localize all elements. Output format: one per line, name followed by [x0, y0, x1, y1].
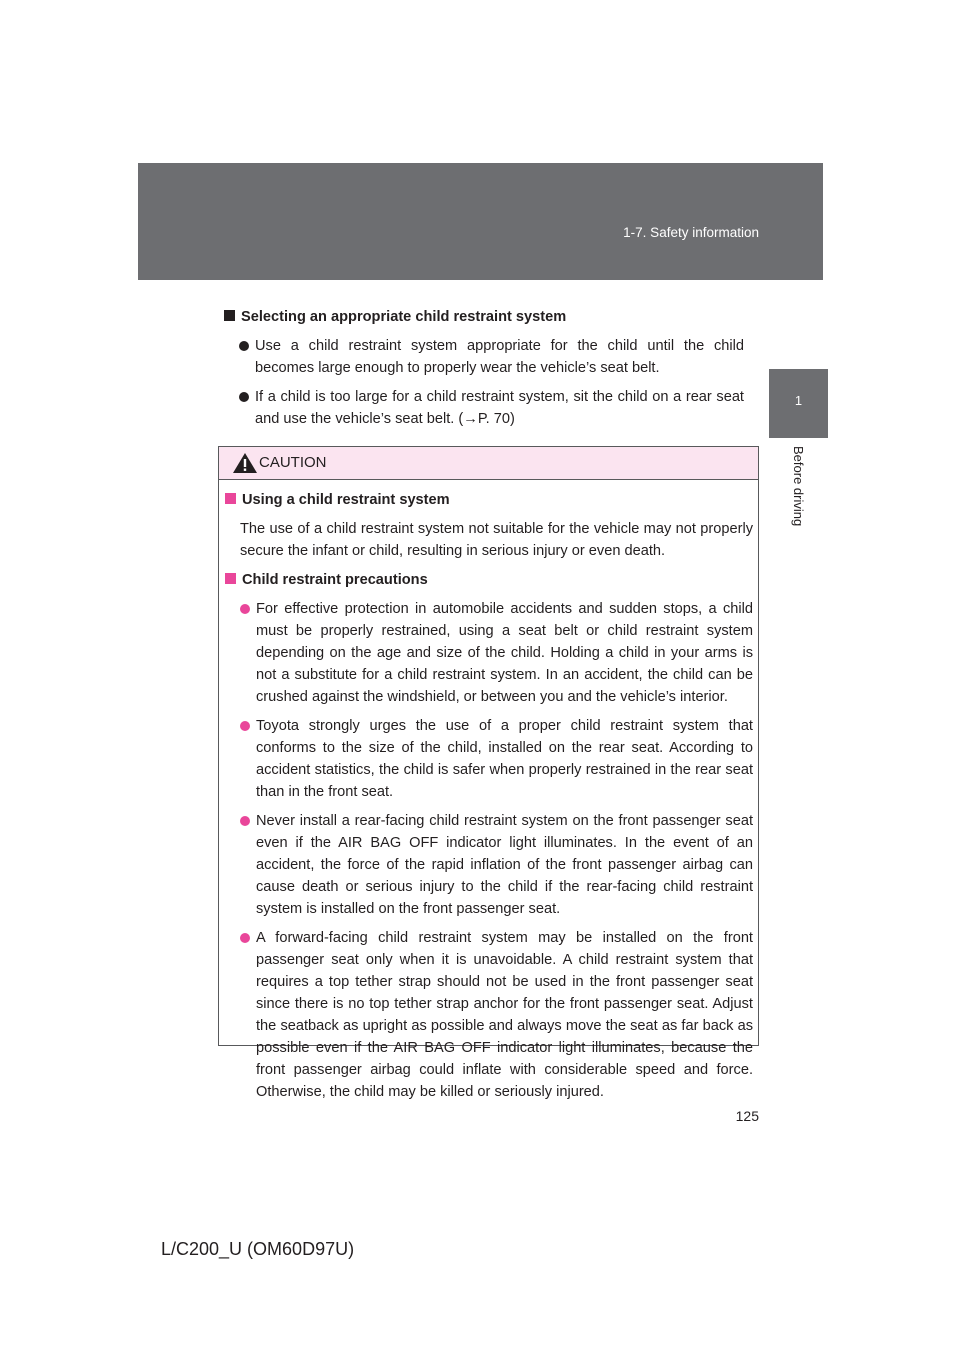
document-code: L/C200_U (OM60D97U): [161, 1239, 355, 1259]
caution-paragraph: The use of a child restraint system not suitable for the vehicle may not properly secure the infant or child, resulting in serious injury or even death.: [240, 521, 753, 559]
square-bullet-icon: [224, 310, 235, 321]
intro-bullet-text: If a child is too large for a child restraint system, sit the child on a rear seat and use the vehicle’s seat belt. (→P. 70): [255, 389, 744, 427]
chapter-tab: [769, 369, 828, 438]
intro-bullet: [239, 335, 744, 379]
caution-heading: [225, 569, 753, 591]
chapter-number: 1: [794, 393, 803, 408]
caution-heading: [225, 489, 753, 511]
caution-header: [219, 447, 758, 480]
caution-heading-text: Child restraint precautions: [242, 572, 428, 588]
caution-bullet: [240, 810, 753, 920]
caution-bullet-text: Toyota strongly urges the use of a proper child restraint system that conforms to the size of the child, installed on the rear seat. According to accident statistics, the child is safer when properly restrained in the rear seat than in the front seat.: [256, 718, 753, 800]
caution-heading-text: Using a child restraint system: [242, 492, 450, 508]
intro-heading: [224, 306, 744, 328]
intro-section: [224, 306, 744, 437]
square-bullet-icon: [225, 493, 236, 504]
caution-bullet-text: Never install a rear-facing child restraint system on the front passenger seat even if the AIR BAG OFF indicator light illuminates. In the event of an accident, the force of the rapid inflation of the front passenger airbag can cause death or serious injury to the child if the rear-facing child restraint system is installed on the front passenger seat.: [256, 813, 753, 917]
section-title: 1-7. Safety information: [623, 225, 759, 240]
caution-bullet: [240, 927, 753, 1103]
caution-bullet-text: For effective protection in automobile accidents and sudden stops, a child must be properly restrained, using a seat belt or child restraint system depending on the age and size of the child. Holding a child in your arms is not a substitute for a child restraint system. In an accident, the child can be crushed against the windshield, or between you and the vehicle’s interior.: [256, 601, 753, 705]
intro-bullet: [239, 386, 744, 430]
caution-bullet: [240, 715, 753, 803]
square-bullet-icon: [225, 573, 236, 584]
intro-bullet-text: Use a child restraint system appropriate for the child until the child becomes large enough to properly wear the vehicle’s seat belt.: [255, 338, 744, 376]
header-band: [138, 163, 823, 280]
caution-body: [225, 489, 753, 1110]
caution-bullet-text: A forward-facing child restraint system may be installed on the front passenger seat only when it is unavoidable. A child restraint system that requires a top tether strap should not be used in the front passenger seat since there is no top tether strap anchor for the front passenger seat. Adjust the seatback as upright as possible and always move the seat as far back as possible even if the AIR BAG OFF indicator light illuminates, because the front passenger airbag could inflate with considerable speed and force. Otherwise, the child may be killed or seriously injured.: [256, 930, 753, 1100]
circle-bullet-icon: [240, 604, 250, 614]
chapter-label: Before driving: [791, 446, 806, 527]
circle-bullet-icon: [240, 933, 250, 943]
circle-bullet-icon: [239, 392, 249, 402]
intro-heading-text: Selecting an appropriate child restraint system: [241, 309, 567, 325]
caution-bullet: [240, 598, 753, 708]
circle-bullet-icon: [240, 816, 250, 826]
chapter-label-box: [769, 446, 828, 566]
circle-bullet-icon: [240, 721, 250, 731]
warning-triangle-icon: [232, 452, 258, 474]
caution-box: [218, 446, 759, 1100]
page-number: 125: [735, 1108, 759, 1124]
caution-title: CAUTION: [259, 454, 327, 471]
circle-bullet-icon: [239, 341, 249, 351]
